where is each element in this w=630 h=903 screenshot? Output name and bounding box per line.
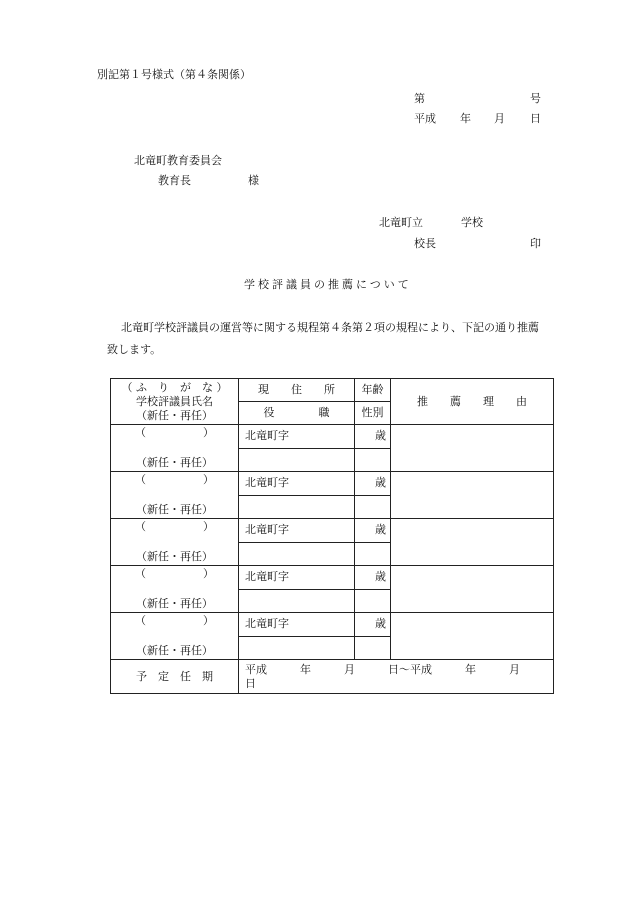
seal-mark: 印: [530, 237, 541, 250]
header-name: 学校評議員氏名: [136, 394, 213, 408]
form-label: 別記第１号様式（第４条関係）: [97, 68, 251, 81]
age-cell[interactable]: 歳: [355, 613, 391, 637]
status-label: （新任・再任）: [136, 550, 213, 563]
recommendation-table: [110, 378, 554, 694]
position-cell[interactable]: [239, 495, 355, 519]
address-cell[interactable]: 北竜町字: [239, 519, 355, 543]
age-cell[interactable]: 歳: [355, 472, 391, 496]
address-cell[interactable]: 北竜町字: [239, 613, 355, 637]
address-cell[interactable]: 北竜町字: [239, 425, 355, 449]
age-cell[interactable]: 歳: [355, 519, 391, 543]
document-title: 学校評議員の推薦について: [244, 278, 412, 291]
header-address: 現 住 所: [239, 379, 355, 402]
reason-cell[interactable]: [391, 425, 554, 472]
term-value[interactable]: 平成 年 月 日～平成 年 月 日: [239, 660, 554, 694]
address-cell[interactable]: 北竜町字: [239, 472, 355, 496]
reason-cell[interactable]: [391, 613, 554, 660]
header-new-reappoint: （新任・再任）: [136, 408, 213, 422]
age-cell[interactable]: 歳: [355, 566, 391, 590]
gender-cell[interactable]: [355, 589, 391, 613]
header-furigana: （ ふ り が な ）: [121, 380, 228, 394]
gender-cell[interactable]: [355, 542, 391, 566]
number-prefix: 第: [414, 92, 425, 105]
name-cell[interactable]: （ ） （新任・再任）: [111, 566, 239, 613]
name-cell[interactable]: （ ） （新任・再任）: [111, 519, 239, 566]
address-cell[interactable]: 北竜町字: [239, 566, 355, 590]
date-month-label: 月: [494, 112, 505, 125]
header-reason: 推 薦 理 由: [391, 379, 554, 425]
addressee-org: 北竜町教育委員会: [134, 154, 222, 167]
name-cell[interactable]: （ ） （新任・再任）: [111, 613, 239, 660]
header-name-cell: [111, 379, 239, 425]
gender-cell[interactable]: [355, 636, 391, 660]
position-cell[interactable]: [239, 542, 355, 566]
age-cell[interactable]: 歳: [355, 425, 391, 449]
status-label: （新任・再任）: [136, 456, 213, 469]
date-day-label: 日: [530, 112, 541, 125]
position-cell[interactable]: [239, 589, 355, 613]
date-year-label: 年: [460, 112, 471, 125]
name-cell[interactable]: （ ） （新任・再任）: [111, 425, 239, 472]
status-label: （新任・再任）: [136, 503, 213, 516]
header-position: 役 職: [239, 402, 355, 425]
school-suffix: 学校: [461, 216, 483, 229]
reason-cell[interactable]: [391, 472, 554, 519]
body-line-1: 北竜町学校評議員の運営等に関する規程第４条第２項の規程により、下記の通り推薦: [121, 321, 539, 334]
principal-label: 校長: [414, 237, 436, 250]
gender-cell[interactable]: [355, 448, 391, 472]
school-prefix: 北竜町立: [379, 216, 423, 229]
header-gender: 性別: [355, 402, 391, 425]
position-cell[interactable]: [239, 636, 355, 660]
addressee-honorific: 様: [248, 174, 259, 187]
term-label: 予 定 任 期: [111, 660, 239, 694]
body-line-2: 致します。: [107, 343, 162, 356]
addressee-title: 教育長: [158, 174, 191, 187]
reason-cell[interactable]: [391, 566, 554, 613]
name-cell[interactable]: （ ） （新任・再任）: [111, 472, 239, 519]
status-label: （新任・再任）: [136, 597, 213, 610]
position-cell[interactable]: [239, 448, 355, 472]
status-label: （新任・再任）: [136, 644, 213, 657]
gender-cell[interactable]: [355, 495, 391, 519]
header-age: 年齢: [355, 379, 391, 402]
number-suffix: 号: [530, 92, 541, 105]
date-era: 平成: [414, 112, 436, 125]
reason-cell[interactable]: [391, 519, 554, 566]
